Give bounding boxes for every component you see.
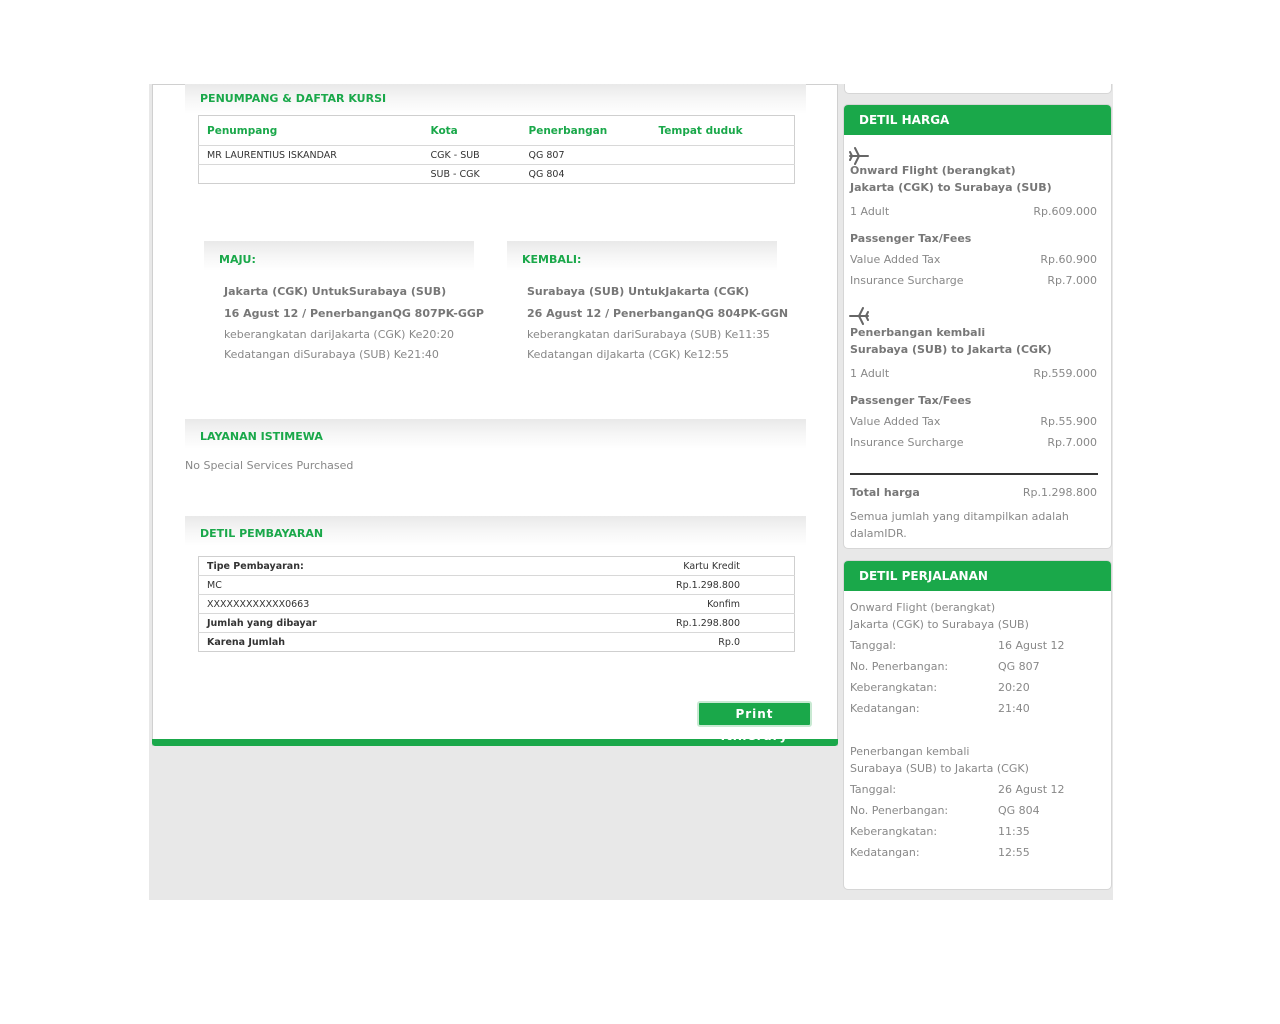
travel-onward-route: Jakarta (CGK) to Surabaya (SUB) — [850, 618, 1029, 631]
price-return-adult-value: Rp.559.000 — [1033, 367, 1097, 380]
table-row — [199, 146, 795, 165]
travel-detail-card — [843, 560, 1112, 890]
travel-detail-title: DETIL PERJALANAN — [844, 561, 1111, 591]
column-header-seat: Tempat duduk — [658, 124, 743, 137]
travel-onward-dep-value: 20:20 — [998, 681, 1030, 694]
passenger-seat — [651, 146, 795, 165]
sidebar-top-card-edge — [844, 84, 1112, 94]
payment-section-header — [185, 516, 806, 546]
price-onward-route: Jakarta (CGK) to Surabaya (SUB) — [850, 181, 1052, 194]
price-onward-ins-value: Rp.7.000 — [1047, 274, 1097, 287]
travel-onward-date-value: 16 Agust 12 — [998, 639, 1065, 652]
price-onward-vat-label: Value Added Tax — [850, 253, 941, 266]
price-return-route: Surabaya (SUB) to Jakarta (CGK) — [850, 343, 1052, 356]
passenger-city: SUB - CGK — [423, 165, 521, 184]
price-note-line2: dalamIDR. — [850, 527, 907, 540]
travel-onward-arr-value: 21:40 — [998, 702, 1030, 715]
payment-label: Tipe Pembayaran: — [207, 560, 304, 572]
price-return-adult-label: 1 Adult — [850, 367, 890, 380]
return-flight-title: KEMBALI: — [522, 253, 582, 266]
travel-return-title: Penerbangan kembali — [850, 745, 970, 758]
return-flight-header — [507, 241, 777, 271]
passengers-section-title: PENUMPANG & DAFTAR KURSI — [200, 92, 387, 105]
travel-onward-arr-label: Kedatangan: — [850, 702, 920, 715]
travel-return-flight-value: QG 804 — [998, 804, 1040, 817]
onward-route: Jakarta (CGK) UntukSurabaya (SUB) — [224, 285, 447, 298]
travel-onward-flight-value: QG 807 — [998, 660, 1040, 673]
price-onward-tax-title: Passenger Tax/Fees — [850, 232, 972, 245]
price-return-ins-value: Rp.7.000 — [1047, 436, 1097, 449]
special-services-text: No Special Services Purchased — [185, 459, 354, 472]
payment-label: Jumlah yang dibayar — [199, 614, 497, 633]
table-row — [199, 595, 795, 614]
onward-flight-title: MAJU: — [219, 253, 256, 266]
payment-label: MC — [199, 576, 497, 595]
payment-value: Kartu Kredit — [683, 560, 740, 572]
price-return-ins-label: Insurance Surcharge — [850, 436, 964, 449]
plane-left-icon — [849, 307, 869, 325]
onward-departure: keberangkatan dariJakarta (CGK) Ke20:20 — [224, 328, 455, 341]
passengers-table — [198, 115, 795, 184]
price-return-vat-value: Rp.55.900 — [1040, 415, 1097, 428]
price-total-value: Rp.1.298.800 — [1022, 486, 1097, 499]
payment-table — [198, 556, 795, 652]
passenger-name — [199, 165, 423, 184]
travel-onward-date-label: Tanggal: — [850, 639, 897, 652]
price-total-divider — [850, 473, 1098, 475]
travel-return-date-label: Tanggal: — [850, 783, 897, 796]
return-departure: keberangkatan dariSurabaya (SUB) Ke11:35 — [527, 328, 770, 341]
payment-section-title: DETIL PEMBAYARAN — [200, 527, 324, 540]
travel-return-arr-label: Kedatangan: — [850, 846, 920, 859]
payment-value: Konfim — [496, 595, 794, 614]
column-header-city: Kota — [430, 124, 458, 137]
price-return-vat-label: Value Added Tax — [850, 415, 941, 428]
price-detail-title: DETIL HARGA — [844, 105, 1111, 135]
price-return-title: Penerbangan kembali — [850, 326, 986, 339]
price-detail-card — [843, 104, 1112, 549]
passengers-section-header — [185, 84, 806, 114]
onward-arrival: Kedatangan diSurabaya (SUB) Ke21:40 — [224, 348, 439, 361]
price-onward-vat-value: Rp.60.900 — [1040, 253, 1097, 266]
special-services-header — [185, 419, 806, 449]
return-flight-box — [507, 241, 789, 365]
passenger-flight: QG 807 — [521, 146, 651, 165]
travel-return-flight-label: No. Penerbangan: — [850, 804, 949, 817]
return-route: Surabaya (SUB) UntukJakarta (CGK) — [527, 285, 750, 298]
travel-onward-title: Onward Flight (berangkat) — [850, 601, 996, 614]
travel-onward-flight-label: No. Penerbangan: — [850, 660, 949, 673]
travel-return-route: Surabaya (SUB) to Jakarta (CGK) — [850, 762, 1029, 775]
print-itinerary-button[interactable]: Print Itinerary — [697, 701, 812, 727]
table-header-row — [199, 116, 795, 146]
onward-flight-box — [204, 241, 484, 365]
price-onward-ins-label: Insurance Surcharge — [850, 274, 964, 287]
price-total-label: Total harga — [850, 486, 920, 499]
payment-label: Karena Jumlah — [199, 633, 497, 652]
price-onward-adult-label: 1 Adult — [850, 205, 890, 218]
table-row — [199, 576, 795, 595]
column-header-passenger: Penumpang — [207, 124, 278, 137]
payment-value: Rp.1.298.800 — [496, 614, 794, 633]
payment-value: Rp.1.298.800 — [496, 576, 794, 595]
travel-onward-dep-label: Keberangkatan: — [850, 681, 938, 694]
travel-return-dep-label: Keberangkatan: — [850, 825, 938, 838]
passenger-seat — [651, 165, 795, 184]
table-row — [199, 165, 795, 184]
return-arrival: Kedatangan diJakarta (CGK) Ke12:55 — [527, 348, 730, 361]
column-header-flight: Penerbangan — [528, 124, 608, 137]
payment-label: XXXXXXXXXXXX0663 — [199, 595, 497, 614]
onward-flight-header — [204, 241, 474, 271]
plane-right-icon — [849, 147, 869, 165]
travel-return-arr-value: 12:55 — [998, 846, 1030, 859]
table-row — [199, 633, 795, 652]
price-return-tax-title: Passenger Tax/Fees — [850, 394, 972, 407]
table-row — [199, 614, 795, 633]
passenger-city: CGK - SUB — [423, 146, 521, 165]
travel-return-dep-value: 11:35 — [998, 825, 1030, 838]
onward-date-flight: 16 Agust 12 / PenerbanganQG 807PK-GGP — [224, 307, 484, 320]
payment-value: Rp.0 — [496, 633, 794, 652]
price-onward-adult-value: Rp.609.000 — [1033, 205, 1097, 218]
price-note-line1: Semua jumlah yang ditampilkan adalah — [850, 510, 1069, 523]
price-onward-title: Onward Flight (berangkat) — [850, 164, 1016, 177]
table-row — [199, 557, 795, 576]
return-date-flight: 26 Agust 12 / PenerbanganQG 804PK-GGN — [527, 307, 789, 320]
travel-return-date-value: 26 Agust 12 — [998, 783, 1065, 796]
special-services-title: LAYANAN ISTIMEWA — [200, 430, 323, 443]
passenger-name: MR LAURENTIUS ISKANDAR — [199, 146, 423, 165]
passenger-flight: QG 804 — [521, 165, 651, 184]
